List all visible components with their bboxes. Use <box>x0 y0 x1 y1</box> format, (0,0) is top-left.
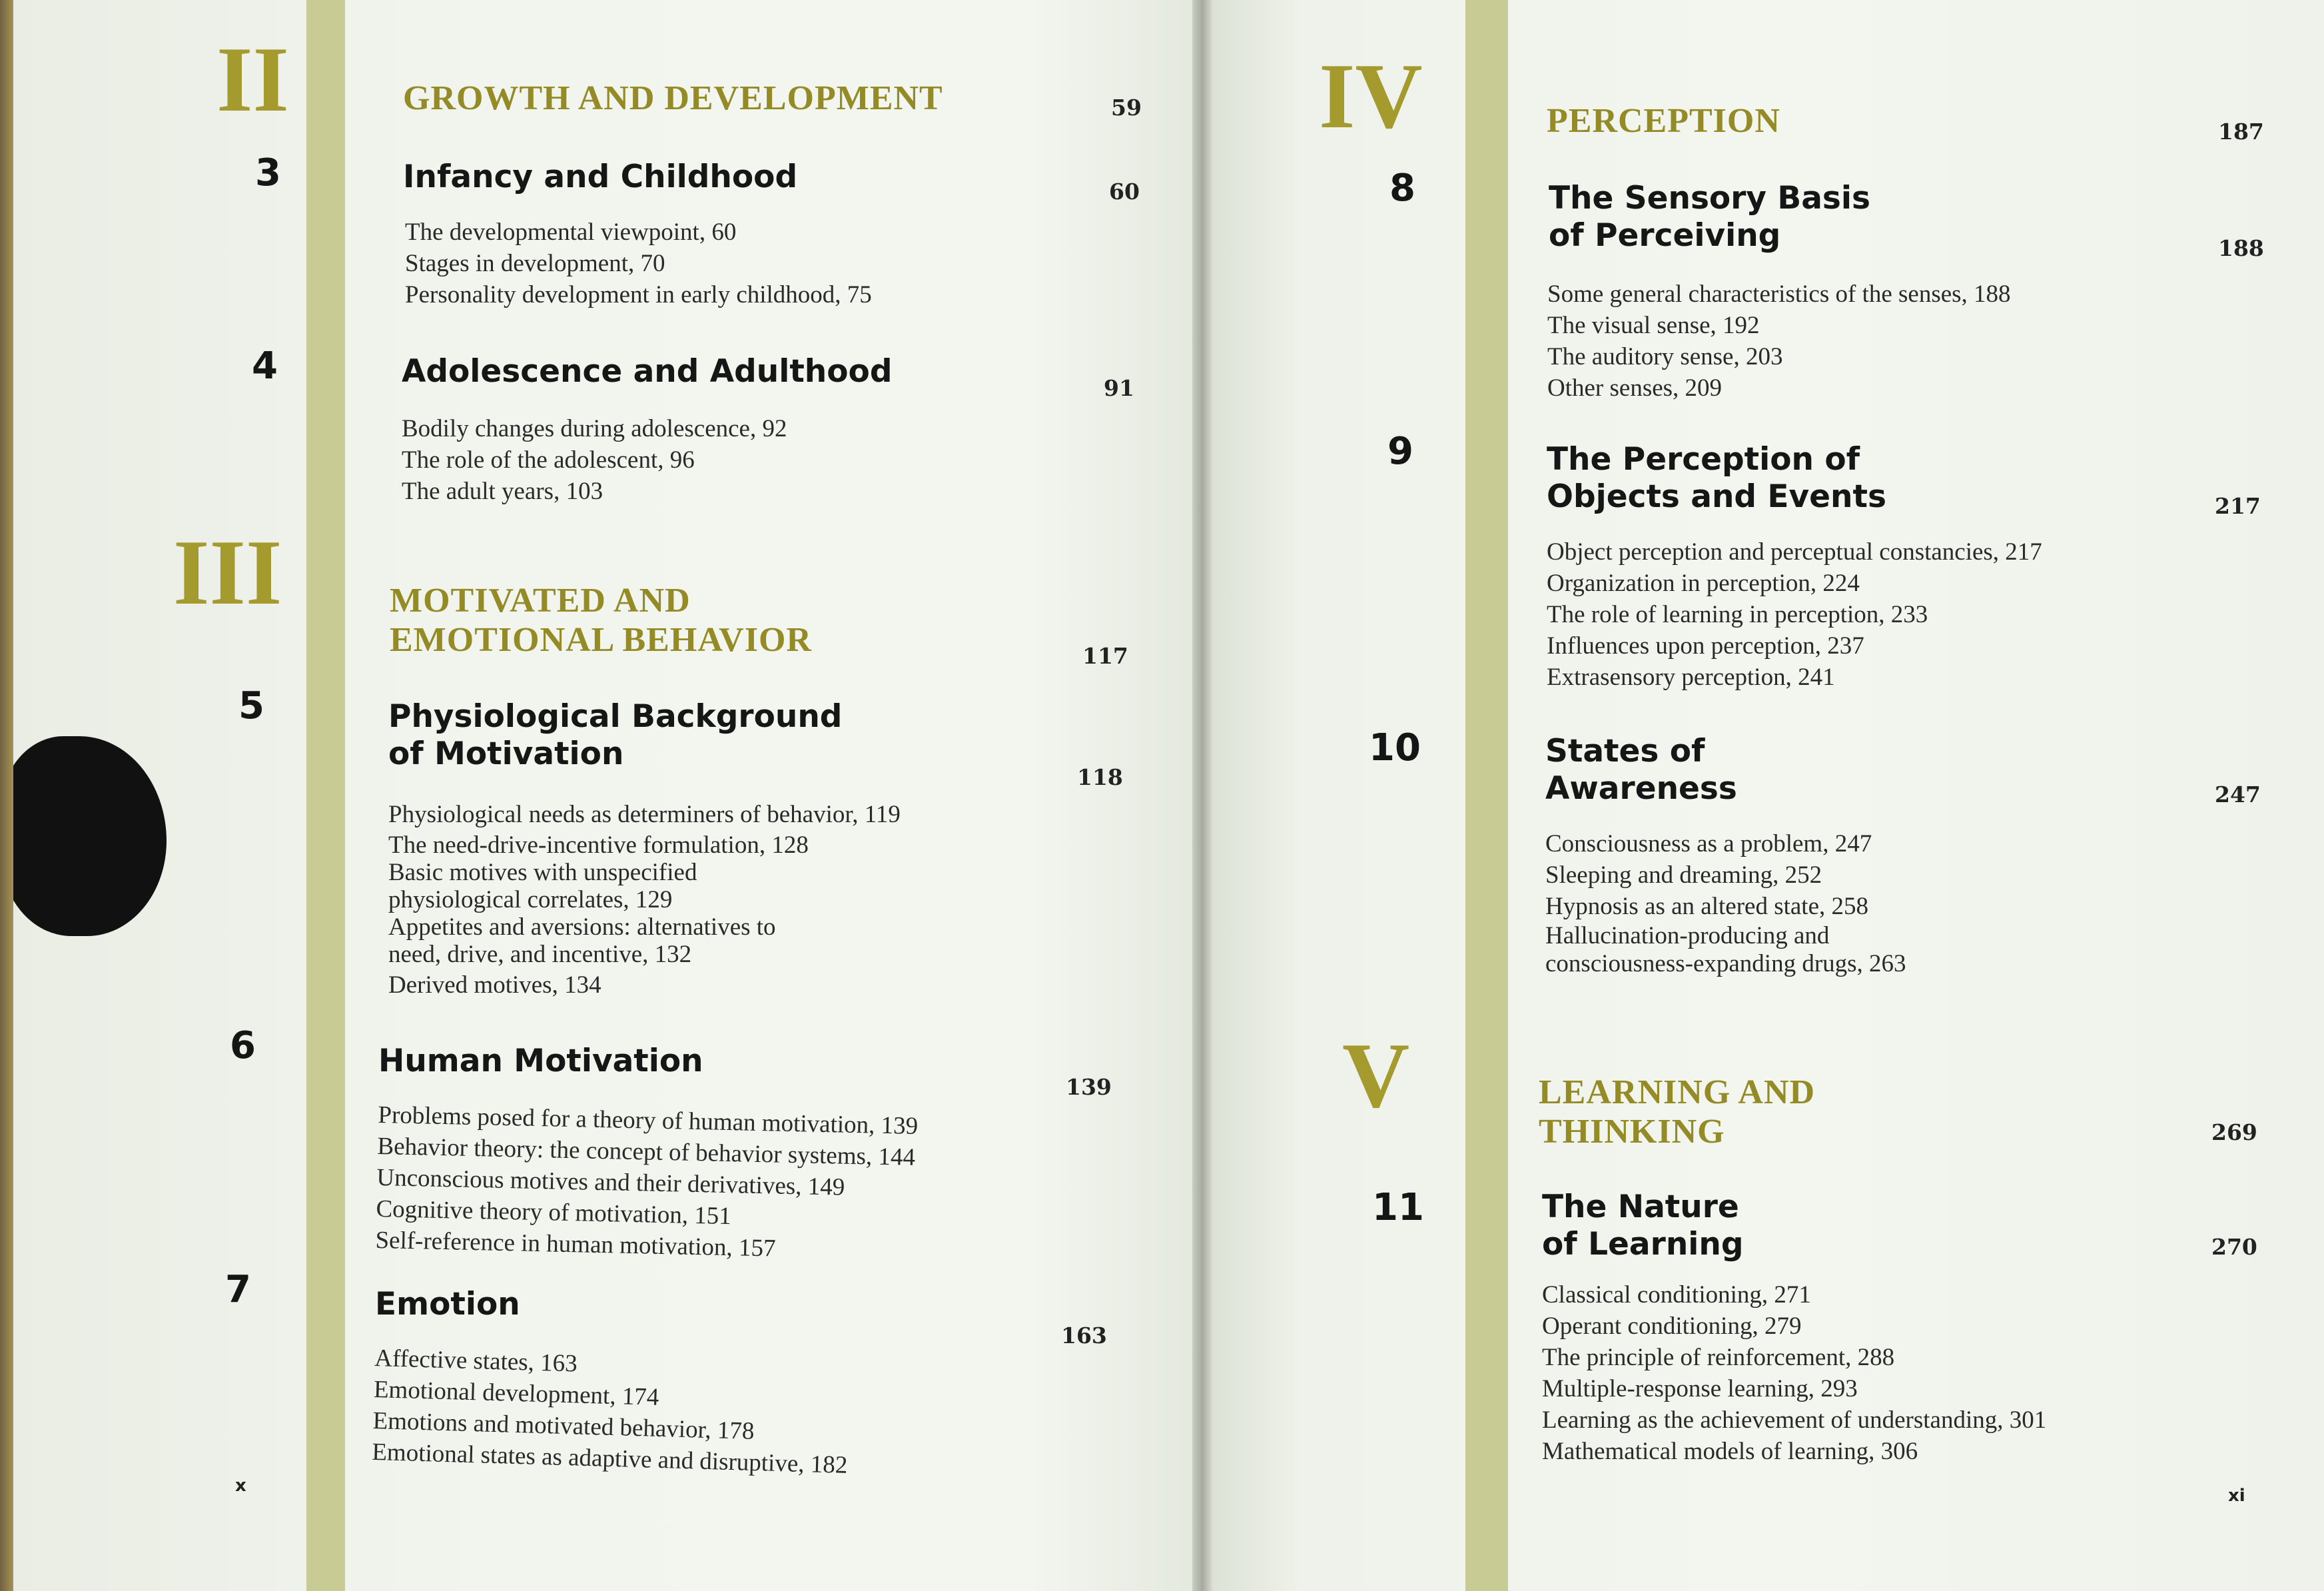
page-folio: x <box>235 1476 246 1496</box>
topic-item: need, drive, and incentive, 132 <box>388 941 692 968</box>
part-title-line: LEARNING AND <box>1539 1073 1816 1111</box>
topic-item: Appetites and aversions: alternatives to <box>388 913 776 941</box>
chapter-title <box>1547 441 1886 516</box>
topic-item: Object perception and perceptual constancies, 217 <box>1547 538 2042 566</box>
topic-item: Consciousness as a problem, 247 <box>1545 830 1872 857</box>
topic-item: Multiple-response learning, 293 <box>1542 1375 1858 1402</box>
topic-item: The need-drive-incentive formulation, 128 <box>388 831 809 859</box>
part-title: PERCEPTION <box>1547 102 1780 140</box>
topic-item: Self-reference in human motivation, 157 <box>375 1226 776 1263</box>
chapter-number: 6 <box>230 1024 256 1067</box>
chapter-title <box>1549 180 1870 255</box>
topic-item: Personality development in early childhood, 75 <box>405 281 872 308</box>
topic-item: consciousness-expanding drugs, 263 <box>1545 950 1906 977</box>
part-title <box>390 581 812 660</box>
topic-item: Hypnosis as an altered state, 258 <box>1545 893 1868 920</box>
page-number: 247 <box>2215 782 2261 807</box>
chapter-title <box>1542 1189 1744 1264</box>
topic-list <box>402 413 787 507</box>
right-page <box>1212 0 2324 1591</box>
topic-item: Other senses, 209 <box>1547 374 1723 402</box>
topic-item: Behavior theory: the concept of behavior systems, 144 <box>377 1132 916 1171</box>
topic-item: Problems posed for a theory of human motivation, 139 <box>378 1101 919 1140</box>
topic-item: Basic motives with unspecified <box>388 859 697 886</box>
topic-list <box>375 1099 919 1267</box>
page-number: 270 <box>2211 1234 2257 1260</box>
chapter-title-line: The Nature <box>1542 1189 1739 1225</box>
topic-list <box>1542 1279 2046 1467</box>
page-number: 269 <box>2211 1119 2257 1145</box>
chapter-title: Infancy and Childhood <box>403 159 798 195</box>
chapter-title-line: of Motivation <box>388 736 624 773</box>
chapter-title-line: The Sensory Basis <box>1549 180 1870 217</box>
topic-item: Stages in development, 70 <box>405 250 665 277</box>
topic-list <box>1547 278 2011 404</box>
page-number: 91 <box>1104 375 1134 401</box>
topic-item: Operant conditioning, 279 <box>1542 1313 1802 1340</box>
chapter-number: 3 <box>255 151 281 195</box>
part-title <box>1539 1073 1815 1152</box>
page-number: 187 <box>2218 119 2264 145</box>
topic-item: Physiological needs as determiners of behavior, 119 <box>388 801 901 828</box>
left-page <box>13 0 1206 1591</box>
chapter-number: 9 <box>1387 430 1413 473</box>
part-title: GROWTH AND DEVELOPMENT <box>403 79 943 117</box>
chapter-title <box>1545 733 1737 808</box>
topic-list <box>1547 536 2042 693</box>
topic-item: Learning as the achievement of understanding, 301 <box>1542 1406 2047 1434</box>
chapter-number: 8 <box>1389 167 1415 210</box>
topic-item: Affective states, 163 <box>374 1344 578 1378</box>
page-number: 117 <box>1082 643 1128 669</box>
chapter-number: 5 <box>238 684 264 728</box>
page-number: 217 <box>2215 493 2261 519</box>
topic-item: The role of the adolescent, 96 <box>402 446 695 474</box>
topic-item: The developmental viewpoint, 60 <box>405 219 737 246</box>
page-number: 118 <box>1077 764 1123 790</box>
chapter-number: 10 <box>1369 726 1421 770</box>
topic-item: Some general characteristics of the senses, 188 <box>1547 280 2011 308</box>
part-title-line: MOTIVATED AND <box>390 582 691 620</box>
topic-item: Organization in perception, 224 <box>1547 570 1860 597</box>
topic-item: Cognitive theory of motivation, 151 <box>376 1195 732 1231</box>
topic-item: Emotional states as adaptive and disruptive, 182 <box>371 1438 848 1479</box>
topic-item: Influences upon perception, 237 <box>1547 632 1864 660</box>
thumb <box>13 736 167 936</box>
page-folio: xi <box>2228 1486 2245 1506</box>
page-number: 60 <box>1109 179 1140 205</box>
margin-band <box>1465 0 1508 1591</box>
topic-list <box>405 217 872 310</box>
chapter-title-line: Objects and Events <box>1547 478 1886 516</box>
topic-list <box>1545 828 1906 978</box>
topic-item: Hallucination-producing and <box>1545 922 1830 949</box>
chapter-title <box>388 698 842 774</box>
topic-item: The auditory sense, 203 <box>1547 343 1783 370</box>
topic-item: The visual sense, 192 <box>1547 312 1760 339</box>
book-gutter <box>1192 0 1212 1591</box>
topic-item: Emotions and motivated behavior, 178 <box>372 1406 755 1445</box>
part-numeral: II <box>216 28 289 131</box>
part-title-line: EMOTIONAL BEHAVIOR <box>390 621 812 660</box>
chapter-title-line: of Perceiving <box>1549 217 1781 255</box>
topic-item: Sleeping and dreaming, 252 <box>1545 861 1822 889</box>
chapter-title: Adolescence and Adulthood <box>402 353 893 390</box>
topic-item: The adult years, 103 <box>402 478 603 505</box>
topic-item: The role of learning in perception, 233 <box>1547 601 1928 628</box>
part-numeral: V <box>1342 1024 1410 1127</box>
topic-item: Emotional development, 174 <box>373 1375 659 1411</box>
topic-item: Classical conditioning, 271 <box>1542 1281 1811 1309</box>
topic-item: physiological correlates, 129 <box>388 886 673 913</box>
part-numeral: III <box>173 521 282 624</box>
topic-item: Unconscious motives and their derivatives, 149 <box>376 1163 845 1201</box>
chapter-title-line: The Perception of <box>1547 441 1860 478</box>
page-number: 139 <box>1066 1074 1112 1100</box>
topic-item: Mathematical models of learning, 306 <box>1542 1438 1918 1465</box>
topic-item: Bodily changes during adolescence, 92 <box>402 415 787 442</box>
topic-list <box>388 799 901 1001</box>
chapter-title-line: of Learning <box>1542 1226 1744 1263</box>
page-number: 188 <box>2218 235 2264 261</box>
part-numeral: IV <box>1319 45 1423 148</box>
chapter-title: Human Motivation <box>378 1043 703 1079</box>
chapter-number: 4 <box>252 344 278 388</box>
topic-item: Derived motives, 134 <box>388 971 601 999</box>
topic-item: Extrasensory perception, 241 <box>1547 664 1835 691</box>
chapter-title-line: States of <box>1545 733 1705 770</box>
part-title-line: THINKING <box>1539 1113 1725 1151</box>
chapter-title: Emotion <box>375 1286 520 1323</box>
chapter-title-line: Physiological Background <box>388 698 843 735</box>
topic-list <box>372 1342 851 1481</box>
page-number: 59 <box>1111 95 1142 121</box>
chapter-number: 11 <box>1372 1186 1424 1229</box>
page-number: 163 <box>1061 1323 1107 1348</box>
topic-item: The principle of reinforcement, 288 <box>1542 1344 1895 1371</box>
chapter-title-line: Awareness <box>1545 770 1737 807</box>
margin-band <box>306 0 345 1591</box>
chapter-number: 7 <box>225 1268 251 1311</box>
